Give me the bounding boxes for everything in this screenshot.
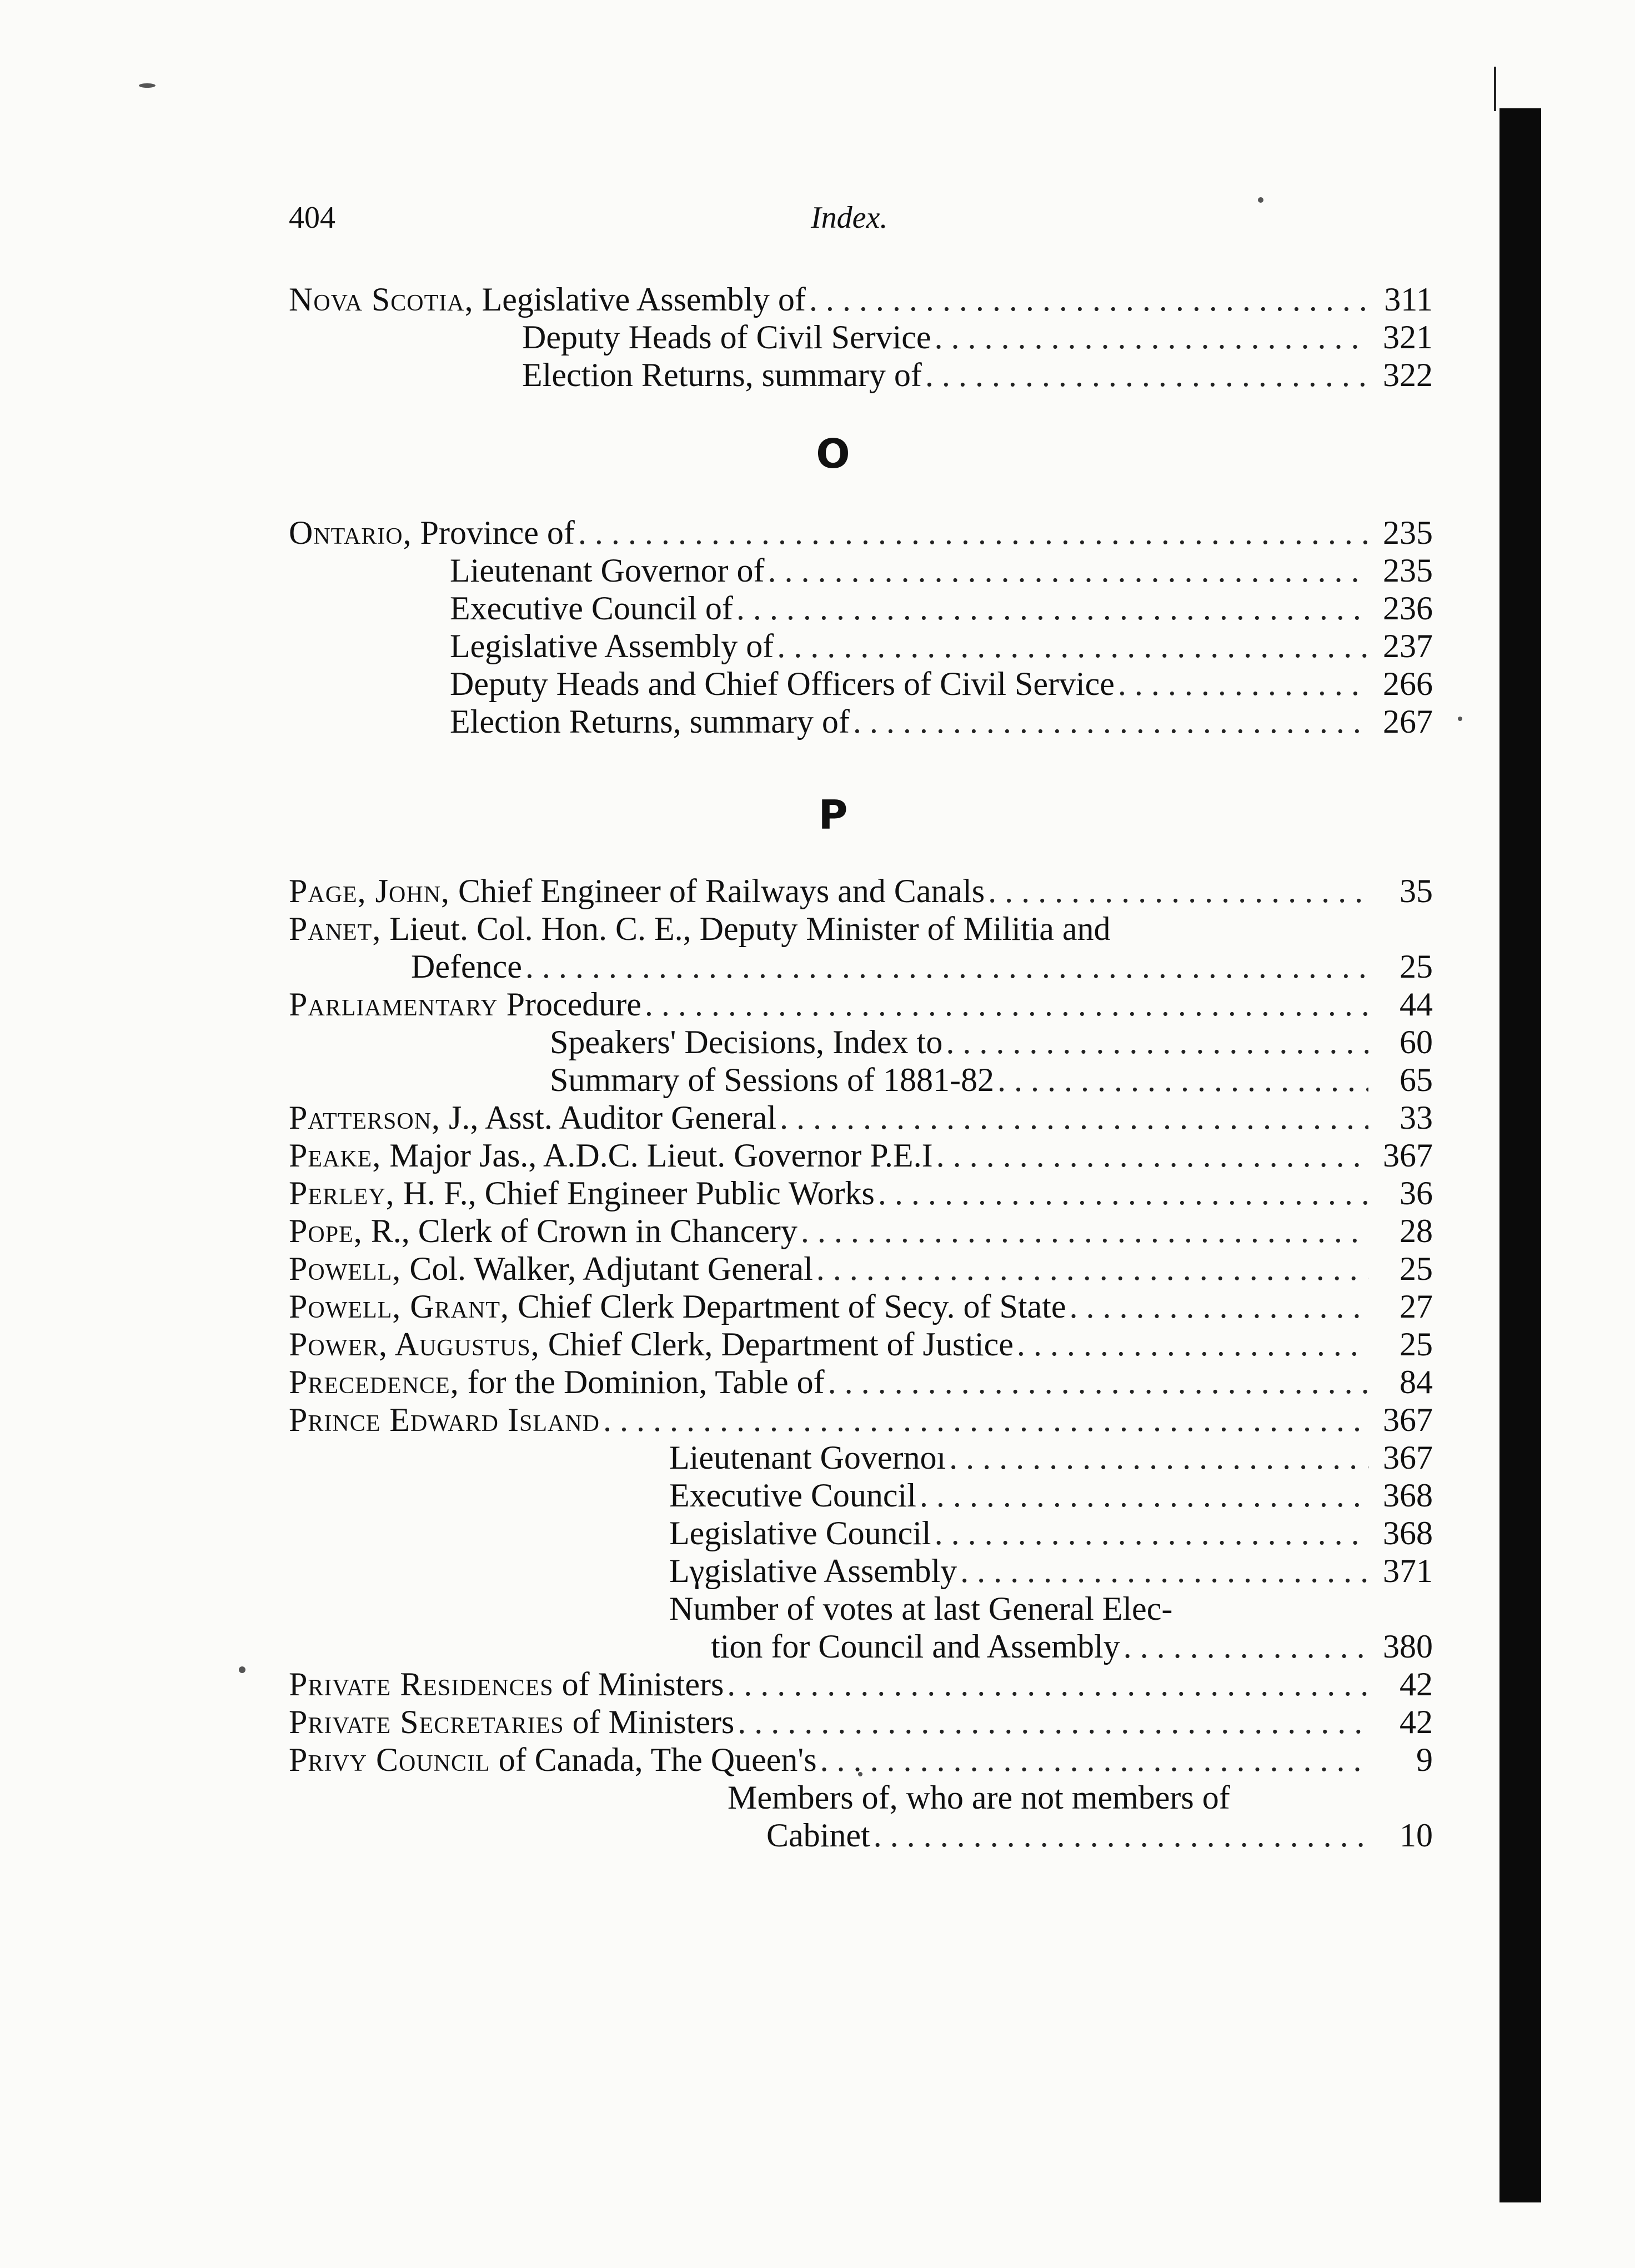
entry-text: Election Returns, summary of xyxy=(522,357,922,393)
index-entry xyxy=(522,318,1433,356)
entry-text: Chief Clerk Department of Secy. of State xyxy=(509,1288,1066,1325)
index-entry xyxy=(411,948,1433,985)
page-ref: 371 xyxy=(1383,1553,1433,1589)
page-ref: 237 xyxy=(1383,628,1433,664)
scan-speck xyxy=(1258,197,1263,203)
page-ref: 235 xyxy=(1383,552,1433,589)
entry-text: Speakers' Decisions, Index to xyxy=(550,1024,943,1060)
index-entry xyxy=(450,703,1433,740)
entry-text: Chief Clerk, Department of Justice xyxy=(539,1326,1014,1363)
dot-leader xyxy=(801,1212,1368,1250)
page-ref: 367 xyxy=(1383,1401,1433,1438)
dot-leader xyxy=(988,872,1368,910)
entry-text: of Canada, The Queen's xyxy=(490,1741,817,1778)
index-entry xyxy=(289,1099,1433,1136)
page-ref: 84 xyxy=(1400,1364,1433,1400)
entry-text: Executive Council of xyxy=(450,590,733,627)
entry-text: of Ministers xyxy=(564,1704,735,1740)
dot-leader xyxy=(828,1363,1368,1401)
dot-leader xyxy=(1118,665,1368,703)
page-ref: 236 xyxy=(1383,590,1433,627)
page-ref: 266 xyxy=(1383,665,1433,702)
dot-leader xyxy=(525,948,1368,985)
index-entry xyxy=(289,1363,1433,1401)
entry-text: of Ministers xyxy=(553,1666,724,1703)
dot-leader xyxy=(809,281,1368,318)
page-number: 404 xyxy=(289,201,335,235)
page-ref: 235 xyxy=(1383,514,1433,551)
page-ref: 267 xyxy=(1383,703,1433,740)
page-ref: 65 xyxy=(1400,1062,1433,1098)
index-entry xyxy=(766,1816,1433,1854)
entry-text: Lγgislative Assembly xyxy=(669,1553,957,1589)
index-entry xyxy=(289,1665,1433,1703)
index-entry xyxy=(289,1136,1433,1174)
scan-speck xyxy=(858,1772,862,1776)
dot-leader xyxy=(949,1439,1368,1476)
page-ref: 42 xyxy=(1400,1666,1433,1703)
entry-text: Legislative Assembly of xyxy=(473,281,806,318)
entry-heading: Ontario, xyxy=(289,514,412,551)
entry-text: Defence xyxy=(411,948,522,985)
page-ref: 42 xyxy=(1400,1704,1433,1740)
index-entry xyxy=(289,1288,1433,1325)
entry-heading: Powell, Grant, xyxy=(289,1288,509,1325)
scan-speck xyxy=(1458,717,1462,721)
page-ref: 35 xyxy=(1400,873,1433,909)
dot-leader xyxy=(878,1174,1368,1212)
dot-leader xyxy=(777,627,1368,665)
entry-text: Lieut. Col. Hon. C. E., Deputy Minister of Militia and xyxy=(381,910,1111,947)
index-entry xyxy=(450,589,1433,627)
dot-leader xyxy=(960,1552,1368,1590)
dot-leader xyxy=(1017,1325,1368,1363)
index-entry xyxy=(711,1628,1433,1665)
index-entry xyxy=(289,514,1433,552)
entry-text: Members of, who are not members of xyxy=(728,1779,1230,1816)
index-entry xyxy=(289,1250,1433,1288)
entry-heading: Patterson, xyxy=(289,1099,441,1136)
entry-heading: Page, John, xyxy=(289,873,450,909)
entry-heading: Power, Augustus, xyxy=(289,1326,540,1363)
page-ref: 28 xyxy=(1400,1213,1433,1249)
entry-text: Legislative Council xyxy=(669,1515,931,1551)
index-entry xyxy=(550,1023,1433,1061)
dot-leader xyxy=(780,1099,1368,1136)
entry-text: Executive Council xyxy=(669,1477,916,1514)
entry-heading: Precedence, xyxy=(289,1364,459,1400)
dot-leader xyxy=(853,703,1368,740)
dot-leader xyxy=(925,356,1368,394)
index-entry xyxy=(550,1061,1433,1099)
index-entry xyxy=(669,1439,1433,1476)
entry-text: Deputy Heads and Chief Officers of Civil Service xyxy=(450,665,1115,702)
entry-heading: Parliamentary xyxy=(289,986,498,1023)
entry-heading: Panet, xyxy=(289,910,382,947)
index-entry xyxy=(669,1590,1172,1628)
index-entry xyxy=(450,552,1433,589)
dot-leader xyxy=(727,1665,1368,1703)
dot-leader xyxy=(935,318,1369,356)
entry-text: Lieutenant Governoı xyxy=(669,1439,946,1476)
entry-heading: Pope, xyxy=(289,1213,363,1249)
index-entry xyxy=(450,627,1433,665)
entry-text: for the Dominion, Table of xyxy=(459,1364,825,1400)
index-entry xyxy=(669,1476,1433,1514)
entry-text: Summary of Sessions of 1881-82 xyxy=(550,1062,994,1098)
section-letter-p: P xyxy=(818,792,848,838)
scan-speck xyxy=(139,83,156,88)
entry-heading: Private Secretaries xyxy=(289,1704,564,1740)
scan-speck xyxy=(239,1666,245,1673)
binding-shadow xyxy=(1499,108,1541,2202)
entry-heading: Private Residences xyxy=(289,1666,554,1703)
entry-text: tion for Council and Assembly xyxy=(711,1628,1120,1665)
entry-text: Major Jas., A.D.C. Lieut. Governor P.E.I xyxy=(381,1137,933,1174)
section-letter-o: O xyxy=(816,430,850,477)
index-entry xyxy=(522,356,1433,394)
index-entry xyxy=(289,872,1433,910)
dot-leader xyxy=(1069,1288,1368,1325)
dot-leader xyxy=(816,1250,1368,1288)
page-ref: 60 xyxy=(1400,1024,1433,1060)
page-ref: 9 xyxy=(1416,1741,1433,1778)
page-header xyxy=(289,200,1400,244)
page-ref: 368 xyxy=(1383,1477,1433,1514)
entry-text: Col. Walker, Adjutant General xyxy=(401,1250,813,1287)
index-entry xyxy=(289,281,1433,318)
entry-text: Legislative Assembly of xyxy=(450,628,774,664)
entry-heading: Powell, xyxy=(289,1250,402,1287)
page-ref: 368 xyxy=(1383,1515,1433,1551)
page-ref: 321 xyxy=(1383,319,1433,356)
page-edge-shadow xyxy=(1494,67,1501,111)
dot-leader xyxy=(738,1703,1368,1741)
dot-leader xyxy=(874,1816,1368,1854)
dot-leader xyxy=(935,1514,1368,1552)
page-ref: 311 xyxy=(1384,281,1433,318)
entry-text: Cabinet xyxy=(766,1817,870,1854)
index-entry xyxy=(289,1703,1433,1741)
index-entry xyxy=(669,1552,1433,1590)
page-ref: 44 xyxy=(1400,986,1433,1023)
dot-leader xyxy=(820,1741,1368,1779)
dot-leader xyxy=(645,985,1368,1023)
page-ref: 25 xyxy=(1400,948,1433,985)
entry-heading: Perley, xyxy=(289,1175,395,1211)
entry-heading: Privy Council xyxy=(289,1741,490,1778)
entry-text: Election Returns, summary of xyxy=(450,703,850,740)
running-title: Index. xyxy=(811,201,888,235)
entry-text: Province of xyxy=(412,514,575,551)
entry-text: J., Asst. Auditor General xyxy=(440,1099,776,1136)
page-ref: 380 xyxy=(1383,1628,1433,1665)
page-ref: 10 xyxy=(1400,1817,1433,1854)
index-entry xyxy=(289,985,1433,1023)
index-entry xyxy=(728,1779,1230,1816)
page-ref: 25 xyxy=(1400,1326,1433,1363)
entry-heading: Nova Scotia, xyxy=(289,281,474,318)
page-ref: 367 xyxy=(1383,1439,1433,1476)
page-ref: 27 xyxy=(1400,1288,1433,1325)
index-entry xyxy=(289,1212,1433,1250)
entry-text: R., Clerk of Crown in Chancery xyxy=(362,1213,798,1249)
page-ref: 322 xyxy=(1383,357,1433,393)
entry-text: Chief Engineer of Railways and Canals xyxy=(450,873,985,909)
entry-text: Deputy Heads of Civil Service xyxy=(522,319,931,356)
page-ref: 36 xyxy=(1400,1175,1433,1211)
entry-text: Lieutenant Governor of xyxy=(450,552,765,589)
entry-text: H. F., Chief Engineer Public Works xyxy=(394,1175,875,1211)
dot-leader xyxy=(603,1401,1368,1439)
page-ref: 33 xyxy=(1400,1099,1433,1136)
dot-leader xyxy=(578,514,1368,552)
page-ref: 367 xyxy=(1383,1137,1433,1174)
dot-leader xyxy=(997,1061,1368,1099)
dot-leader xyxy=(920,1476,1368,1514)
index-entry xyxy=(450,665,1433,703)
dot-leader xyxy=(768,552,1368,589)
index-entry xyxy=(289,910,1111,948)
dot-leader xyxy=(736,589,1368,627)
index-entry xyxy=(289,1174,1433,1212)
index-entry xyxy=(289,1401,1433,1439)
dot-leader xyxy=(1124,1628,1368,1665)
entry-text: Number of votes at last General Elec- xyxy=(669,1590,1173,1627)
index-entry xyxy=(289,1325,1433,1363)
entry-heading: Peake, xyxy=(289,1137,382,1174)
page-ref: 25 xyxy=(1400,1250,1433,1287)
dot-leader xyxy=(946,1023,1368,1061)
dot-leader xyxy=(936,1136,1368,1174)
index-entry xyxy=(669,1514,1433,1552)
entry-heading: Prince Edward Island xyxy=(289,1401,600,1438)
entry-text: Procedure xyxy=(498,986,641,1023)
